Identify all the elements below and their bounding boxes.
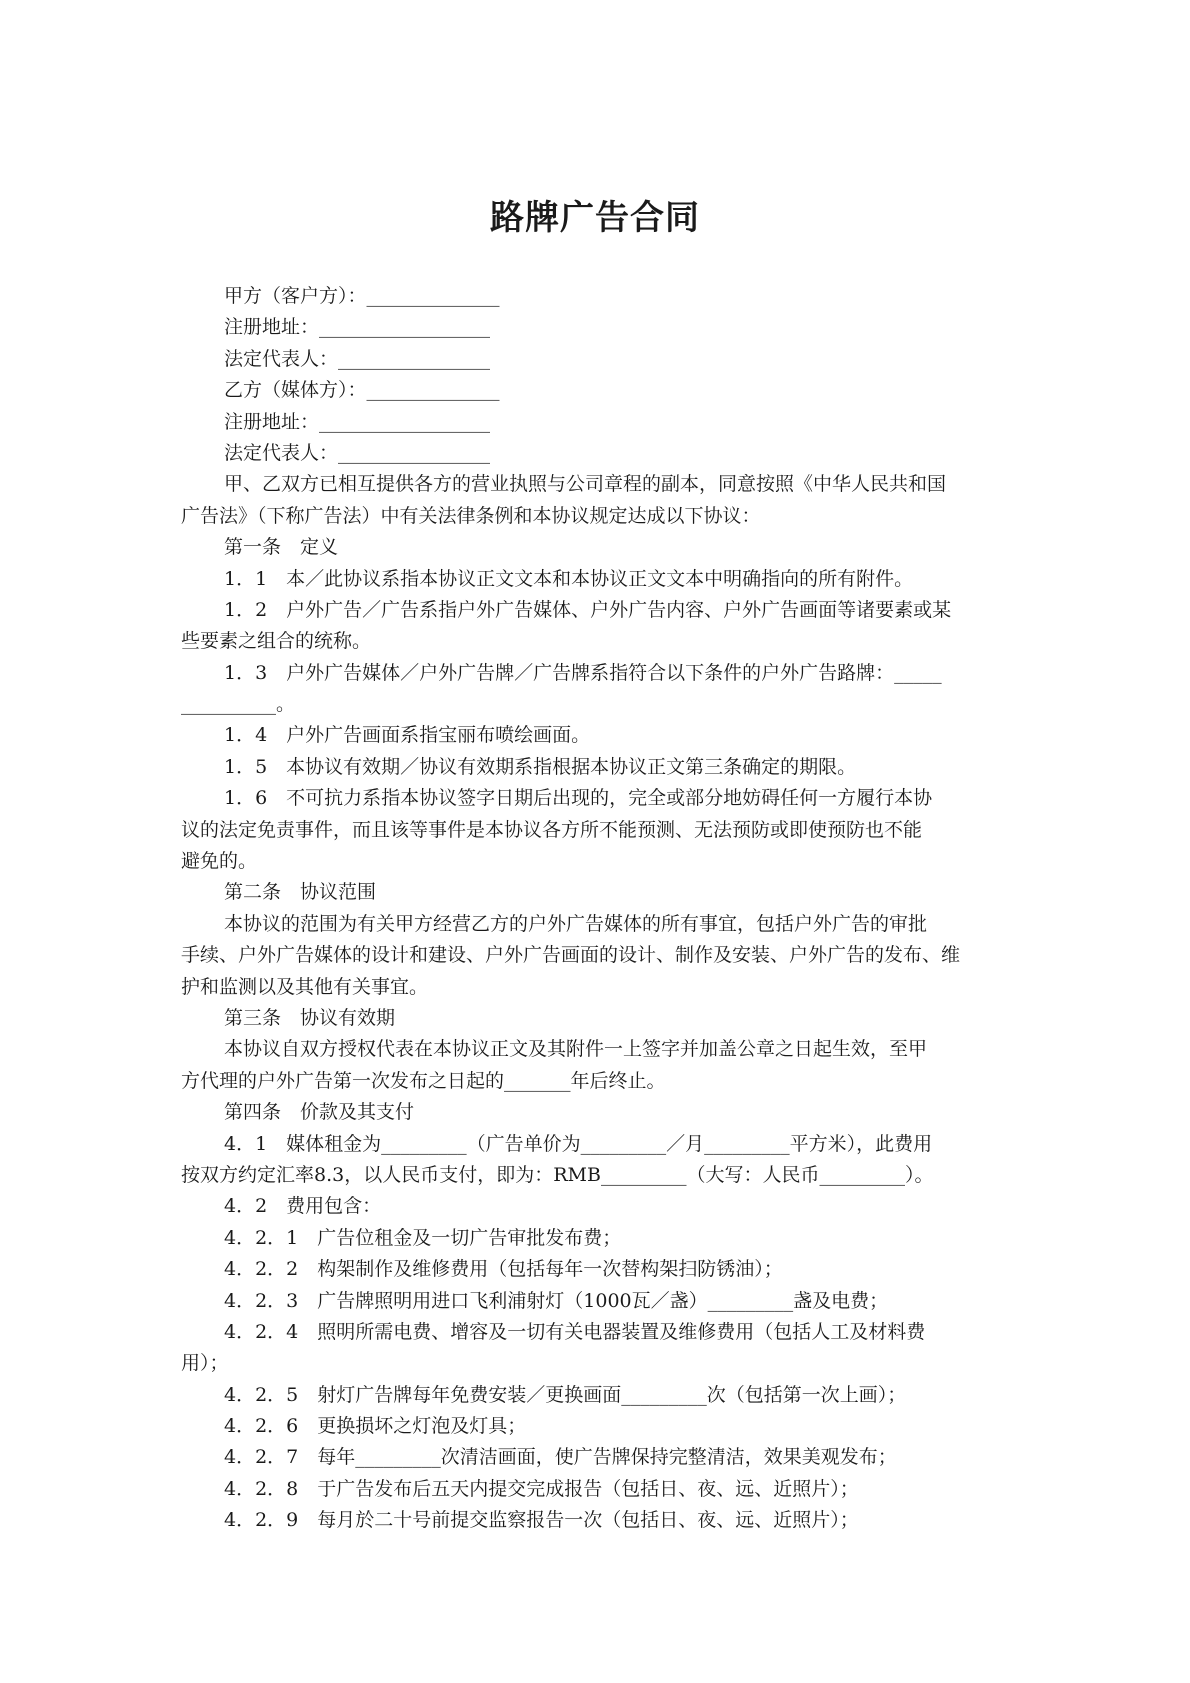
document-line: 本协议的范围为有关甲方经营乙方的户外广告媒体的所有事宜，包括户外广告的审批 <box>224 912 928 935</box>
document-line: 4．2．8 于广告发布后五天内提交完成报告（包括日、夜、远、近照片）； <box>224 1477 859 1500</box>
document-line: 甲方（客户方）：______________ <box>224 285 500 307</box>
document-line: __________。 <box>181 693 296 716</box>
document-line: 1．3 户外广告媒体／户外广告牌／广告牌系指符合以下条件的户外广告路牌：_____ <box>224 661 942 684</box>
document-line: 手续、户外广告媒体的设计和建设、户外广告画面的设计、制作及安装、户外广告的发布、维 <box>181 944 961 967</box>
document-line: 用）； <box>181 1352 229 1375</box>
document-line: 1．4 户外广告画面系指宝丽布喷绘画面。 <box>224 724 591 747</box>
document-line: 4．2．1 广告位租金及一切广告审批发布费； <box>224 1226 622 1249</box>
document-line: 议的法定免责事件，而且该等事件是本协议各方所不能预测、无法预防或即使预防也不能 <box>181 818 923 841</box>
document-line: 乙方（媒体方）：______________ <box>224 379 500 402</box>
document-line: 4．2 费用包含： <box>224 1195 382 1218</box>
document-line: 第二条 协议范围 <box>224 881 377 904</box>
document-line: 第四条 价款及其支付 <box>224 1101 415 1124</box>
document-line: 4．2．4 照明所需电费、增容及一切有关电器装置及维修费用（包括人工及材料费 <box>224 1320 926 1343</box>
document-line: 些要素之组合的统称。 <box>181 630 372 653</box>
document-line: 4．2．6 更换损坏之灯泡及灯具； <box>224 1415 527 1438</box>
document-line: 4．1 媒体租金为_________（广告单价为_________／月_________平方米），此费用 <box>224 1132 933 1155</box>
document-line: 法定代表人：________________ <box>224 441 491 464</box>
document-line: 第三条 协议有效期 <box>224 1006 396 1029</box>
document-line: 甲、乙双方已相互提供各方的营业执照与公司章程的副本，同意按照《中华人民共和国 <box>224 473 947 496</box>
document-line: 本协议自双方授权代表在本协议正文及其附件一上签字并加盖公章之日起生效，至甲 <box>224 1038 928 1061</box>
document-line: 注册地址：__________________ <box>224 410 491 433</box>
document-line: 方代理的户外广告第一次发布之日起的_______年后终止。 <box>181 1069 666 1092</box>
document-line: 1．1 本／此协议系指本协议正文文本和本协议正文文本中明确指向的所有附件。 <box>224 567 914 590</box>
document-line: 法定代表人：________________ <box>224 347 491 370</box>
document-line: 4．2．5 射灯广告牌每年免费安装／更换画面_________次（包括第一次上画）； <box>224 1383 907 1406</box>
document-line: 广告法》（下称广告法）中有关法律条例和本协议规定达成以下协议： <box>181 504 761 527</box>
document-line: 按双方约定汇率8.3，以人民币支付，即为：RMB_________（大写：人民币_________）。 <box>181 1163 934 1186</box>
document-title: 路牌广告合同 <box>490 198 700 238</box>
document-line: 1．6 不可抗力系指本协议签字日期后出现的，完全或部分地妨碍任何一方履行本协 <box>224 787 933 810</box>
document-line: 1．2 户外广告／广告系指户外广告媒体、户外广告内容、户外广告画面等诸要素或某 <box>224 598 952 621</box>
document-line: 4．2．7 每年_________次清洁画面，使广告牌保持完整清洁，效果美观发布； <box>224 1446 897 1469</box>
document-line: 4．2．2 构架制作及维修费用（包括每年一次替构架扫防锈油）； <box>224 1258 783 1281</box>
document-line: 注册地址：__________________ <box>224 316 491 339</box>
document-line: 1．5 本协议有效期／协议有效期系指根据本协议正文第三条确定的期限。 <box>224 755 857 778</box>
document-line: 第一条 定义 <box>224 536 339 559</box>
document-line: 4．2．9 每月於二十号前提交监察报告一次（包括日、夜、远、近照片）； <box>224 1509 859 1532</box>
document-line: 4．2．3 广告牌照明用进口飞利浦射灯（1000瓦／盏）_________盏及电费； <box>224 1289 889 1312</box>
document-line: 护和监测以及其他有关事宜。 <box>181 975 429 998</box>
document-body <box>181 281 1021 1537</box>
document-line: 避免的。 <box>181 850 258 873</box>
